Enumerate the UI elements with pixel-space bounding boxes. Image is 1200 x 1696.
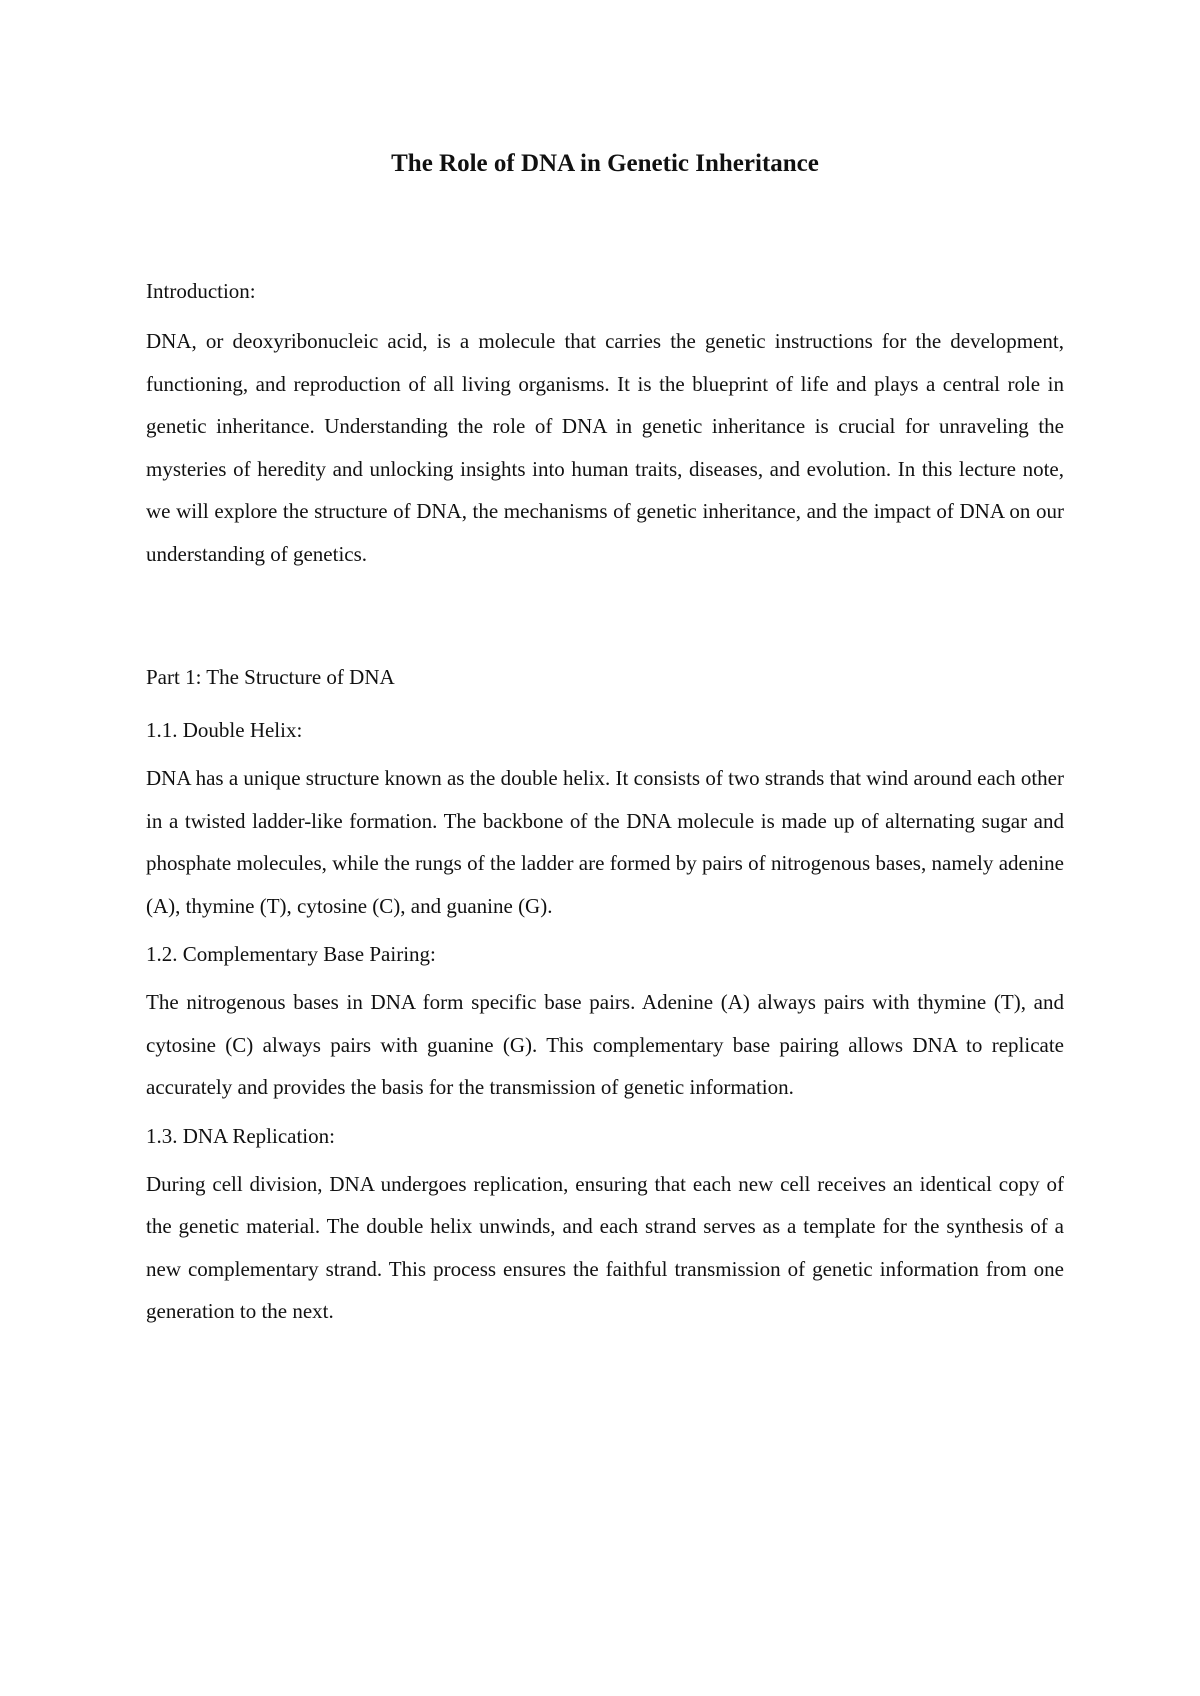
part-1-heading: Part 1: The Structure of DNA	[146, 665, 395, 689]
section-1-1-heading: 1.1. Double Helix:	[146, 718, 303, 742]
introduction-paragraph: DNA, or deoxyribonucleic acid, is a molecule that carries the genetic instructions for the development, functioning, and reproduction of all living organisms. It is the blueprint of life and plays a central role in genetic inheritance. Understanding the role of DNA in genetic inheritance is crucial for unraveling the mysteries of heredity and unlocking insights into human traits, diseases, and evolution. In this lecture note, we will explore the structure of DNA, the mechanisms of genetic inheritance, and the impact of DNA on our understanding of genetics.	[146, 329, 1064, 566]
document-title: The Role of DNA in Genetic Inheritance	[391, 150, 819, 177]
section-1-2-heading: 1.2. Complementary Base Pairing:	[146, 942, 436, 966]
section-1-2-paragraph: The nitrogenous bases in DNA form specific base pairs. Adenine (A) always pairs with thymine (T), and cytosine (C) always pairs with guanine (G). This complementary base pairing allows DNA to replicate accurately and provides the basis for the transmission of genetic information.	[146, 990, 1064, 1099]
document-body	[146, 148, 1064, 1333]
section-1-1-paragraph: DNA has a unique structure known as the double helix. It consists of two strands that wind around each other in a twisted ladder-like formation. The backbone of the DNA molecule is made up of alternating sugar and phosphate molecules, while the rungs of the ladder are formed by pairs of nitrogenous bases, namely adenine (A), thymine (T), cytosine (C), and guanine (G).	[146, 766, 1064, 918]
section-1-3-paragraph: During cell division, DNA undergoes replication, ensuring that each new cell receives an identical copy of the genetic material. The double helix unwinds, and each strand serves as a template for the synthesis of a new complementary strand. This process ensures the faithful transmission of genetic information from one generation to the next.	[146, 1171, 1064, 1323]
introduction-label: Introduction:	[146, 279, 256, 303]
section-1-3-heading: 1.3. DNA Replication:	[146, 1123, 335, 1148]
